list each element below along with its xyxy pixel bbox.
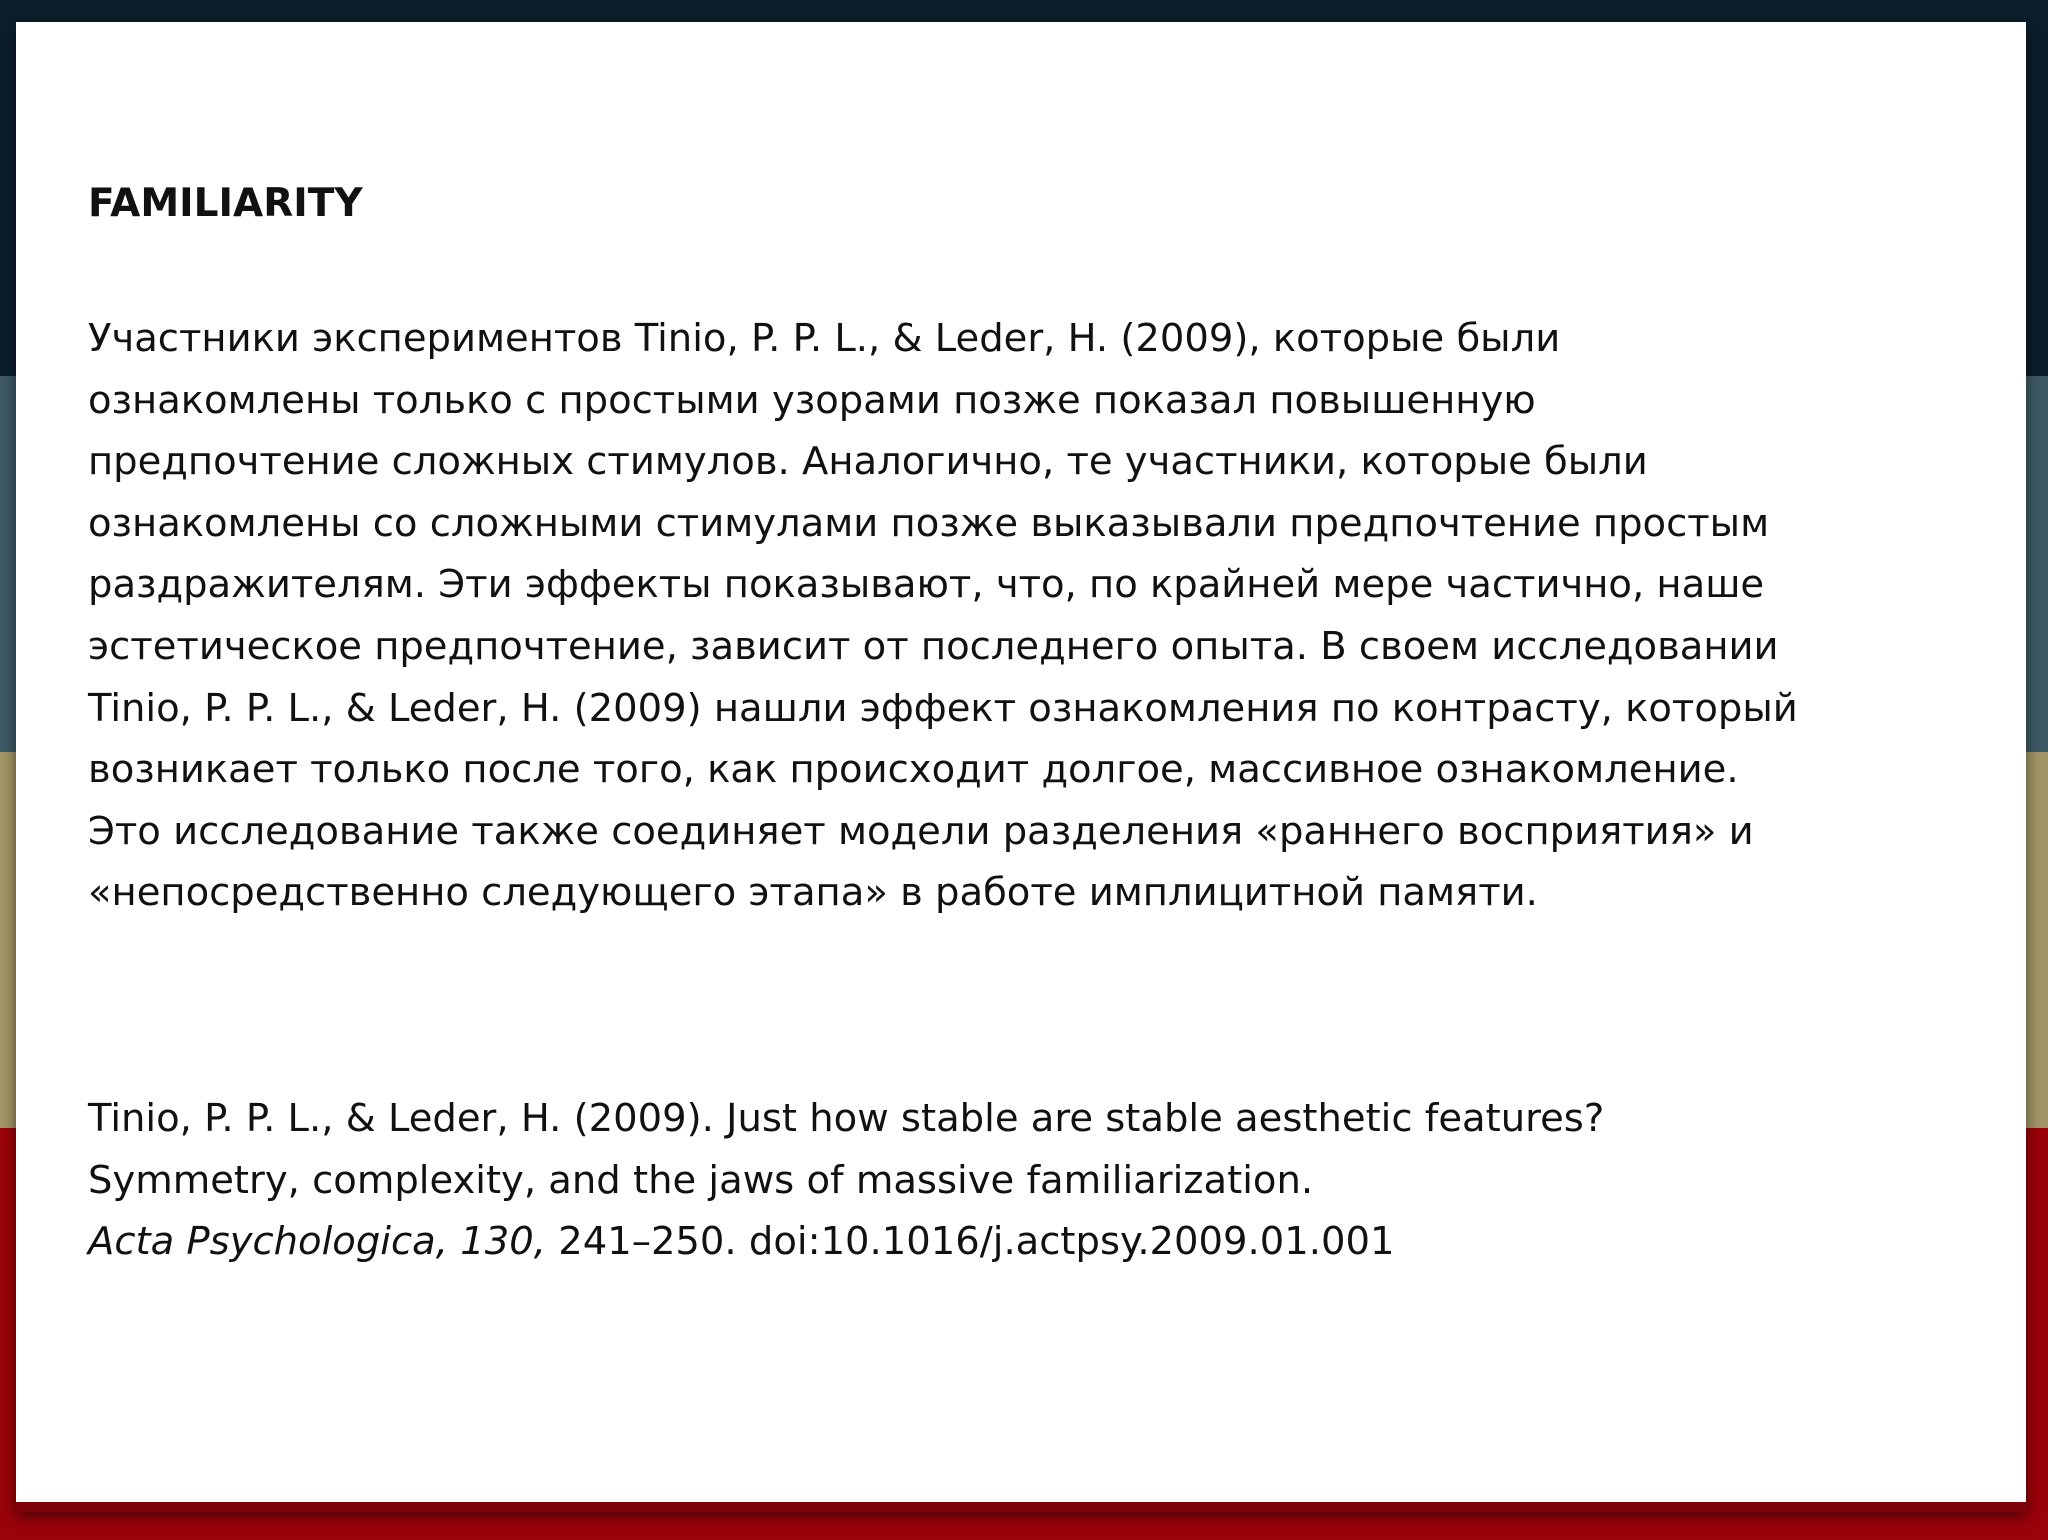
body-line: раздражителям. Эти эффекты показывают, что, по крайней мере частично, наше (88, 562, 1765, 608)
body-line: Это исследование также соединяет модели разделения «раннего восприятия» и (88, 808, 1754, 854)
reference-line-authors-title: Tinio, P. P. L., & Leder, H. (2009). Just how stable are stable aesthetic features? (88, 1096, 1605, 1141)
body-line: ознакомлены только с простыми узорами позже показал повышенную (88, 377, 1536, 423)
body-line: ознакомлены со сложными стимулами позже выказывали предпочтение простым (88, 500, 1770, 546)
body-line: эстетическое предпочтение, зависит от последнего опыта. В своем исследовании (88, 623, 1779, 669)
body-line: Tinio, P. P. L., & Leder, H. (2009) нашли эффект ознакомления по контрасту, который (88, 685, 1798, 731)
reference-journal-name: Acta Psychologica, 130, (88, 1219, 546, 1265)
body-line: предпочтение сложных стимулов. Аналогично, те участники, которые были (88, 439, 1648, 485)
reference-pages-doi: 241–250. doi:10.1016/j.actpsy.2009.01.001 (545, 1219, 1395, 1265)
body-line: Участники экспериментов Tinio, P. P. L., & Leder, H. (2009), которые были (88, 316, 1561, 361)
slide-title: FAMILIARITY (88, 181, 363, 226)
body-line: «непосредственно следующего этапа» в работе имплицитной памяти. (88, 870, 1538, 916)
reference-citation (88, 1088, 1928, 1273)
reference-line-subtitle: Symmetry, complexity, and the jaws of massive familiarization. (88, 1157, 1314, 1203)
body-paragraph (88, 308, 1928, 924)
reference-line-journal (88, 1211, 1928, 1273)
body-line: возникает только после того, как происходит долгое, массивное ознакомление. (88, 747, 1739, 793)
slide-panel (16, 22, 2026, 1512)
